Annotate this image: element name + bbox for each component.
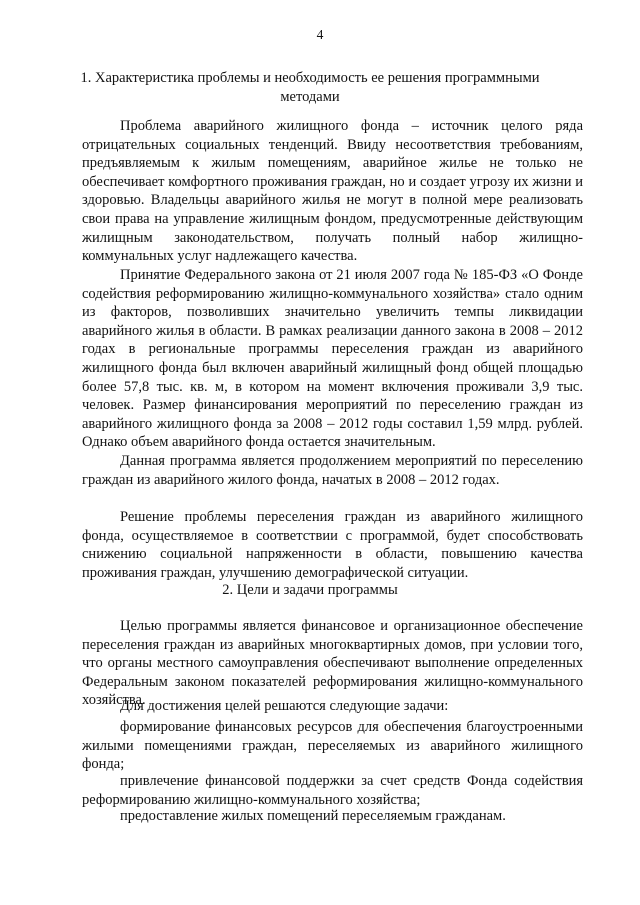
section-1-heading: 1. Характеристика проблемы и необходимость ее решения программными методами: [80, 70, 540, 105]
section-2-task-1: формирование финансовых ресурсов для обеспечения благоустроенными жилыми помещениями граждан, переселяемых из аварийного жилищного фонда;: [82, 719, 583, 773]
section-1-paragraph-1: Проблема аварийного жилищного фонда – источник целого ряда отрицательных социальных тенденций. Ввиду несоответствия требованиям, предъявляемым к жилым помещениям, аварийное жилье не только не обеспечивает комфортного проживания граждан, но и создает угрозу их жизни и здоровью. Владельцы аварийного жилья не могут в полной мере реализовать свои права на управление жилищным фондом, предусмотренные действующим жилищным законодательством, получать полный набор жилищно-коммунальных услуг надлежащего качества.: [82, 118, 583, 265]
section-2-paragraph-2: Для достижения целей решаются следующие задачи:: [120, 698, 449, 714]
section-2-heading: 2. Цели и задачи программы: [222, 582, 398, 598]
section-2-paragraph-1: Целью программы является финансовое и организационное обеспечение переселения граждан из аварийных многоквартирных домов, при условии того, что органы местного самоуправления обеспечивают выполнение определенных Федеральным законом показателей реформирования жилищно-коммунального хозяйства.: [82, 618, 583, 709]
section-1-paragraph-2: Принятие Федерального закона от 21 июля 2007 года № 185-ФЗ «О Фонде содействия реформированию жилищно-коммунального хозяйства» стало одним из факторов, позволивших значительно увеличить темпы ликвидации аварийного жилья в области. В рамках реализации данного закона в 2008 – 2012 годах в региональные программы переселения граждан из аварийного жилищного фонда был включен аварийный жилищный фонд общей площадью более 57,8 тыс. кв. м, в котором на момент включения проживали 3,9 тыс. человек. Размер финансирования мероприятий по переселению граждан из аварийного жилищного фонда за 2008 – 2012 годы составил 1,59 млрд. рублей. Однако объем аварийного фонда остается значительным.: [82, 267, 583, 451]
page-number: 4: [316, 27, 324, 42]
section-2-task-3: предоставление жилых помещений переселяемым гражданам.: [120, 808, 506, 824]
section-2-task-2: привлечение финансовой поддержки за счет средств Фонда содействия реформированию жилищно-коммунального хозяйства;: [82, 773, 583, 808]
section-1-paragraph-4: Решение проблемы переселения граждан из аварийного жилищного фонда, осуществляемое в соответствии с программой, будет способствовать снижению социальной напряженности в области, повышению качества проживания граждан, улучшению демографической ситуации.: [82, 509, 583, 581]
section-1-paragraph-3: Данная программа является продолжением мероприятий по переселению граждан из аварийного жилого фонда, начатых в 2008 – 2012 годах.: [82, 453, 583, 488]
